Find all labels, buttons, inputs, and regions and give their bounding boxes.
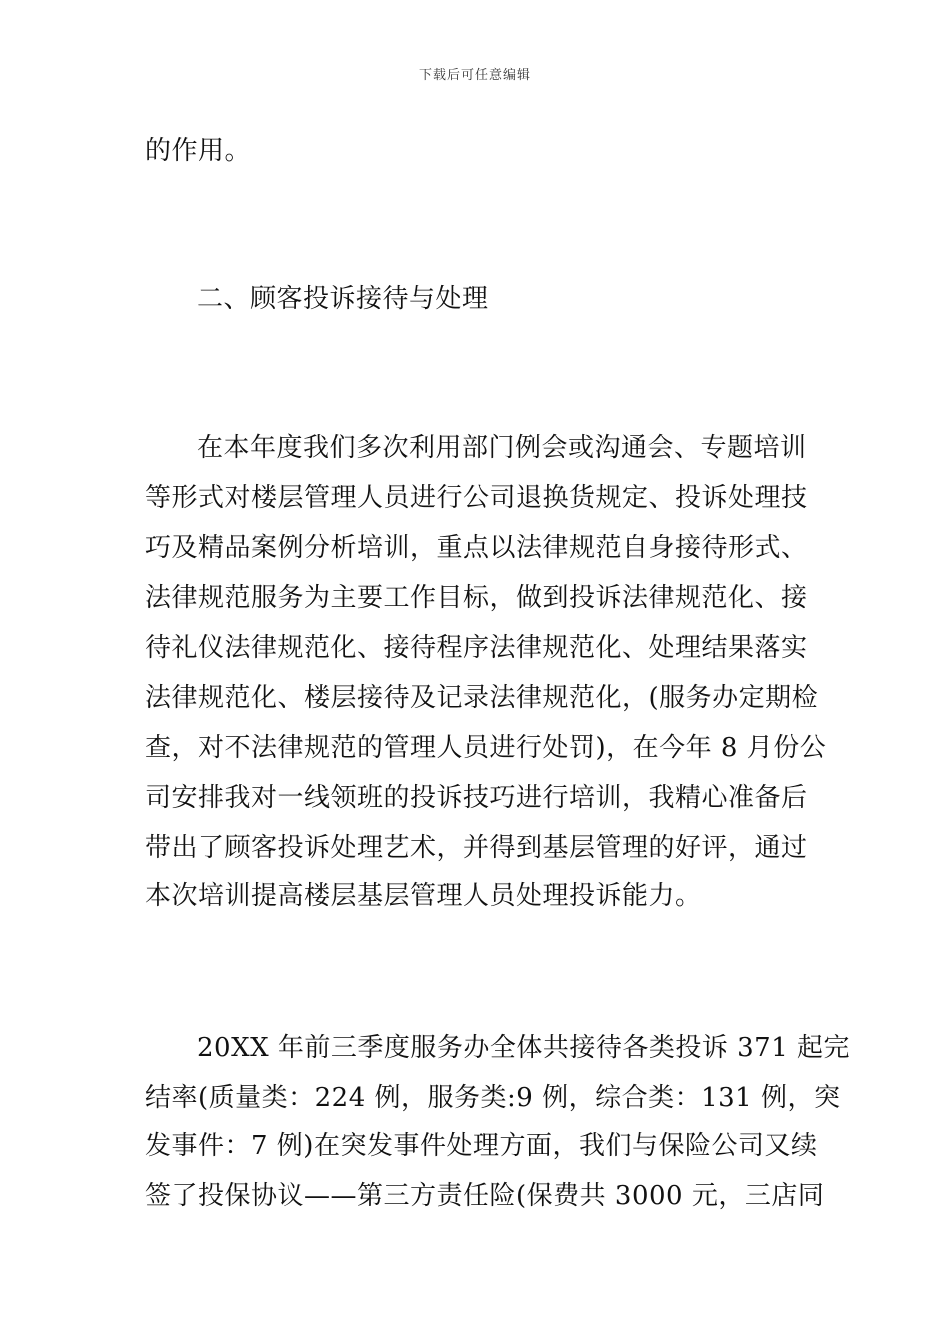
paragraph-line: 法律规范化、楼层接待及记录法律规范化，(服务办定期检 [145, 683, 819, 713]
paragraph-line: 等形式对楼层管理人员进行公司退换货规定、投诉处理技 [145, 483, 808, 513]
paragraph-line: 查，对不法律规范的管理人员进行处罚)，在今年 8 月份公 [145, 733, 827, 763]
paragraph-line: 司安排我对一线领班的投诉技巧进行培训，我精心准备后 [145, 783, 808, 813]
section-heading: 二、顾客投诉接待与处理 [197, 284, 489, 314]
paragraph-line: 法律规范服务为主要工作目标，做到投诉法律规范化、接 [145, 583, 808, 613]
continuation-text: 的作用。 [145, 136, 252, 166]
paragraph-line: 带出了顾客投诉处理艺术，并得到基层管理的好评，通过 [145, 833, 808, 863]
paragraph-line: 在本年度我们多次利用部门例会或沟通会、专题培训 [197, 433, 807, 463]
paragraph-line: 待礼仪法律规范化、接待程序法律规范化、处理结果落实 [145, 633, 808, 663]
paragraph-line: 本次培训提高楼层基层管理人员处理投诉能力。 [145, 881, 702, 911]
paragraph-line: 发事件：7 例)在突发事件处理方面，我们与保险公司又续 [145, 1131, 818, 1161]
paragraph-line: 签了投保协议——第三方责任险(保费共 3000 元，三店同 [145, 1181, 825, 1211]
page-header: 下载后可任意编辑 [418, 68, 531, 83]
paragraph-line: 结率(质量类：224 例，服务类:9 例，综合类：131 例，突 [145, 1083, 841, 1113]
paragraph-line: 巧及精品案例分析培训，重点以法律规范自身接待形式、 [145, 533, 808, 563]
paragraph-line: 20XX 年前三季度服务办全体共接待各类投诉 371 起完 [197, 1033, 851, 1063]
